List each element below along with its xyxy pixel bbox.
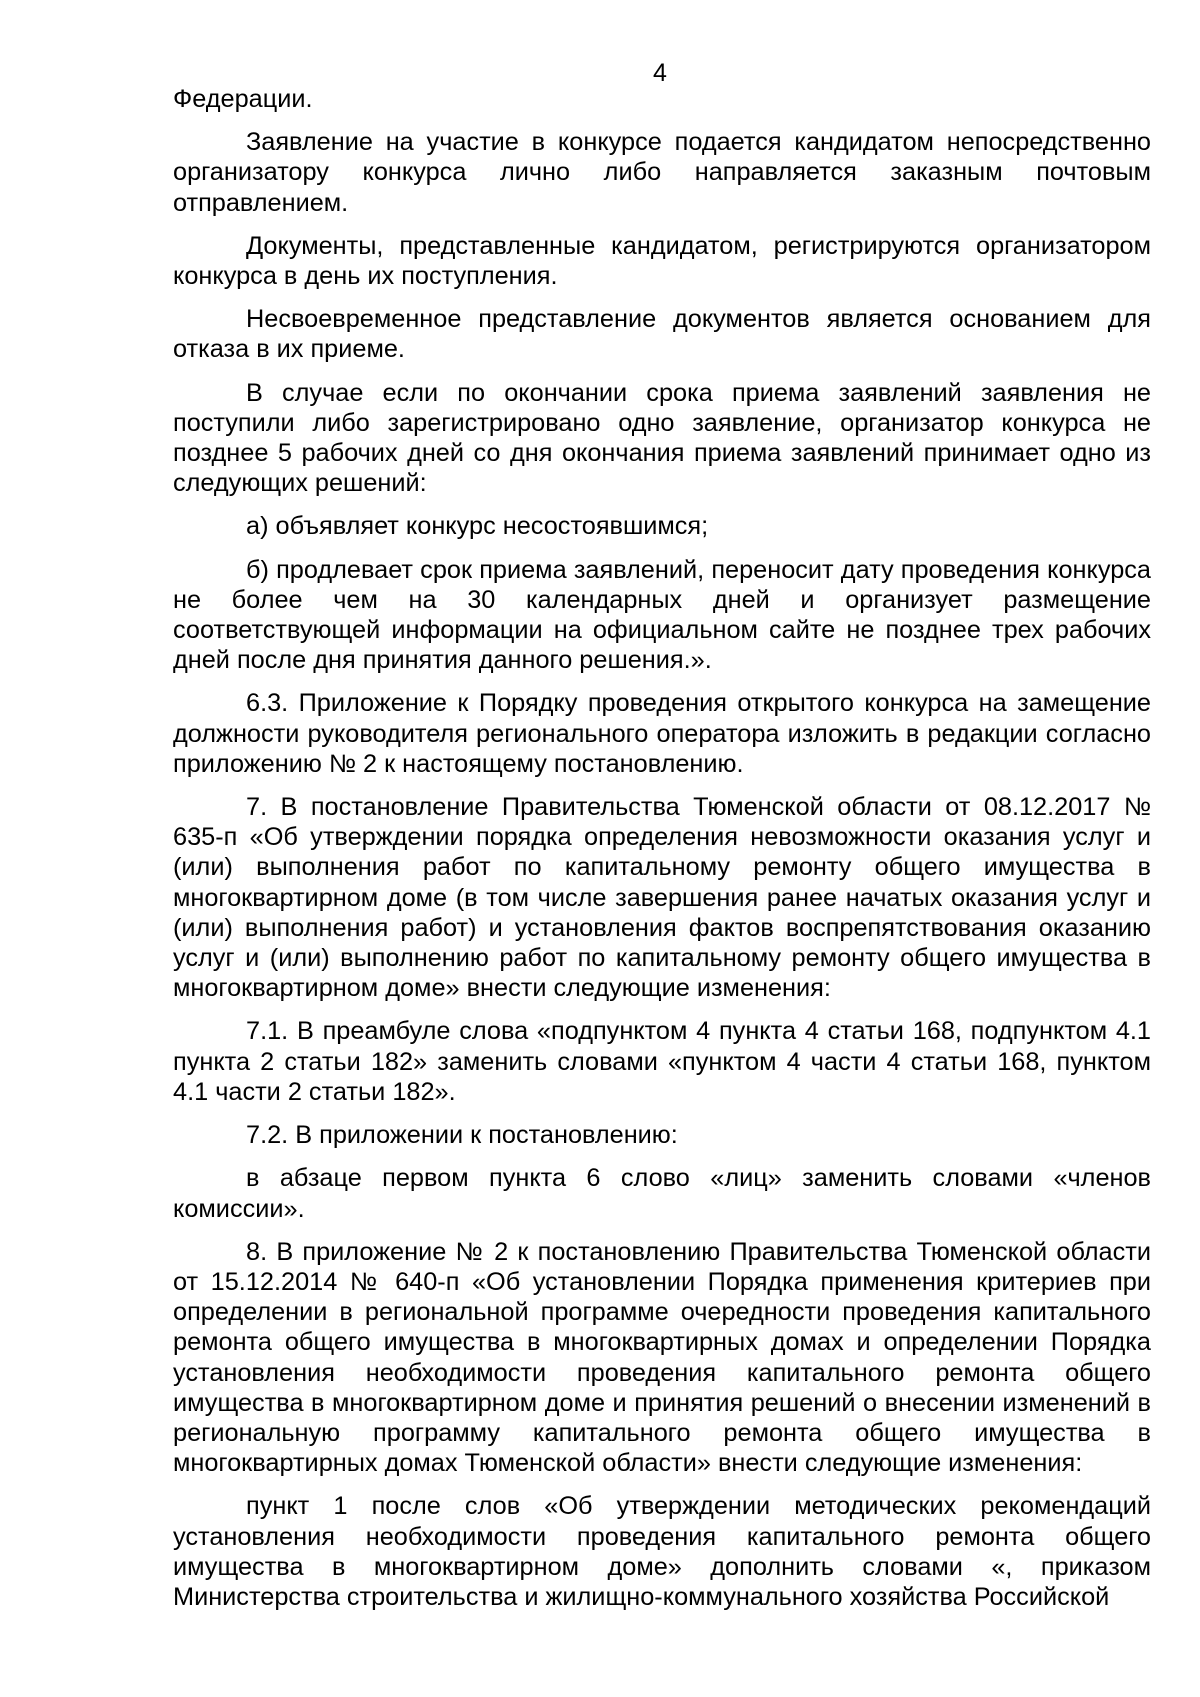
paragraph: В случае если по окончании срока приема заявлений заявления не поступили либо зарегистрировано одно заявление, организатор конкурса не позднее 5 рабочих дней со дня окончания приема заявлений принимает одно из следующих решений:: [173, 378, 1151, 498]
paragraph: 7.1. В преамбуле слова «подпунктом 4 пункта 4 статьи 168, подпунктом 4.1 пункта 2 статьи 182» заменить словами «пунктом 4 части 4 статьи 168, пунктом 4.1 части 2 статьи 182».: [173, 1017, 1151, 1106]
paragraph: б) продлевает срок приема заявлений, переносит дату проведения конкурса не более чем на 30 календарных дней и организует размещение соответствующей информации на официальном сайте не позднее трех рабочих дней после дня принятия данного решения.».: [173, 555, 1151, 675]
paragraph: Несвоевременное представление документов является основанием для отказа в их приеме.: [173, 305, 1151, 364]
paragraph: Документы, представленные кандидатом, регистрируются организатором конкурса в день их поступления.: [173, 231, 1151, 291]
paragraph: Заявление на участие в конкурсе подается кандидатом непосредственно организатору конкурса лично либо направляется заказным почтовым отправлением.: [173, 128, 1151, 217]
page-number: 4: [653, 59, 667, 87]
paragraph: 6.3. Приложение к Порядку проведения открытого конкурса на замещение должности руководителя регионального оператора изложить в редакции согласно приложению № 2 к настоящему постановлению.: [173, 689, 1151, 778]
paragraph: пункт 1 после слов «Об утверждении методических рекомендаций установления необходимости проведения капитального ремонта общего имущества в многоквартирном доме» дополнить словами «, приказом Министерства строительства и жилищно-коммунального хозяйства Российской: [173, 1492, 1151, 1611]
paragraph: 7.2. В приложении к постановлению:: [246, 1121, 678, 1150]
paragraph: 7. В постановление Правительства Тюменской области от 08.12.2017 № 635-п «Об утверждении порядка определения невозможности оказания услуг и (или) выполнения работ по капитальному ремонту общего имущества в многоквартирном доме (в том числе завершения ранее начатых оказания услуг и (или) выполнения работ) и установления фактов воспрепятствования оказанию услуг и (или) выполнению работ по капитальному ремонту общего имущества в многоквартирном доме» внести следующие изменения:: [173, 793, 1151, 1003]
paragraph: 8. В приложение № 2 к постановлению Правительства Тюменской области от 15.12.2014 № 640-п «Об установлении Порядка применения критериев при определении в региональной программе очередности проведения капитального ремонта общего имущества в многоквартирных домах и определении Порядка установления необходимости проведения капитального ремонта общего имущества в многоквартирном доме и принятия решений о внесении изменений в региональную программу капитального ремонта общего имущества в многоквартирных домах Тюменской области» внести следующие изменения:: [173, 1237, 1151, 1478]
document-body: [173, 84, 1151, 1612]
paragraph: а) объявляет конкурс несостоявшимся;: [246, 512, 709, 541]
paragraph: в абзаце первом пункта 6 слово «лиц» заменить словами «членов комиссии».: [173, 1164, 1151, 1223]
paragraph: Федерации.: [173, 85, 313, 113]
